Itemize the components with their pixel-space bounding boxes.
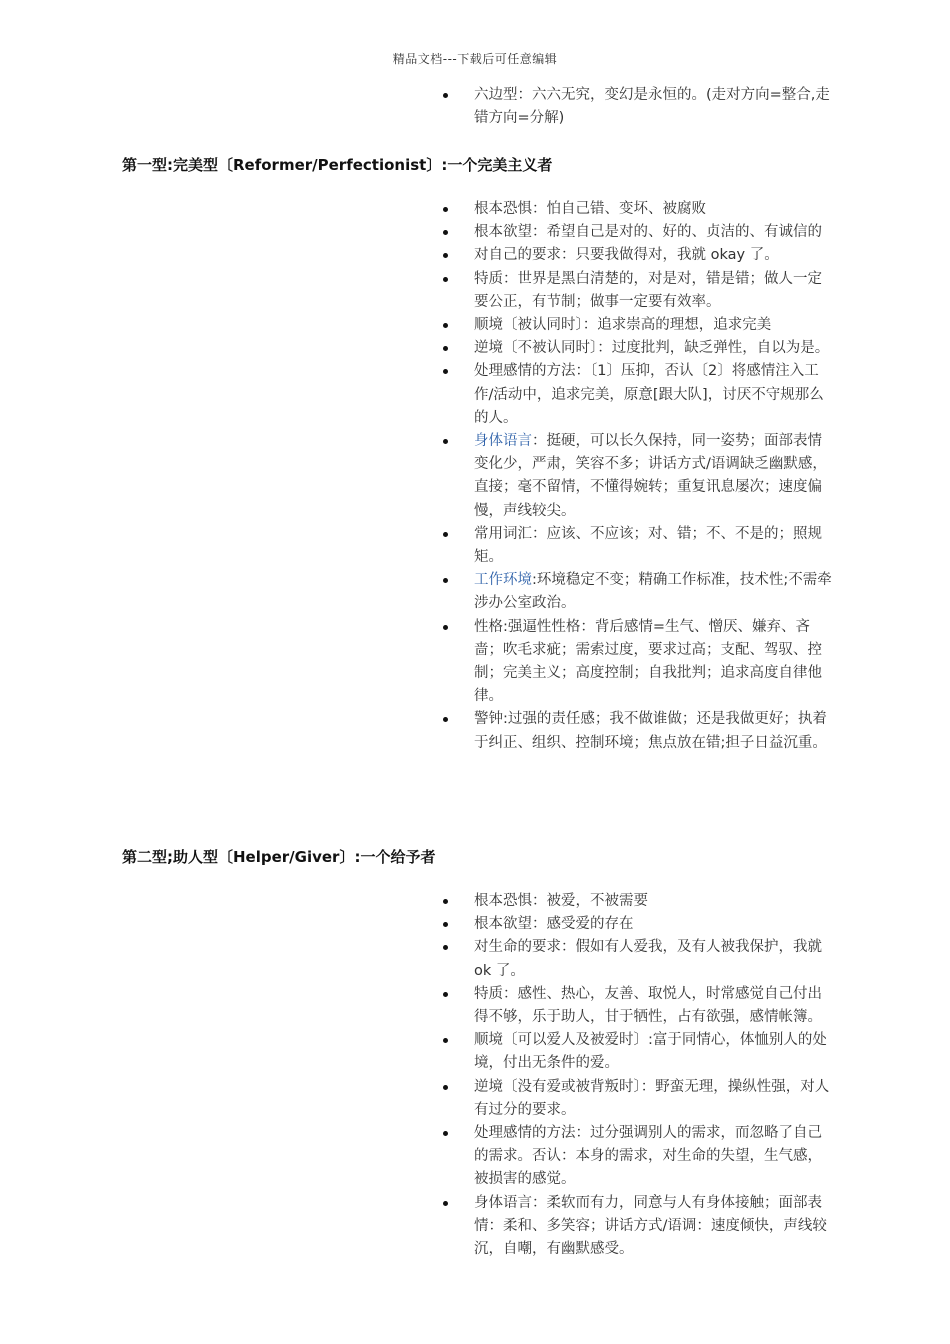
section-heading-type-1: 第一型:完美型〔Reformer/Perfectionist〕:一个完美主义者: [122, 156, 553, 174]
list-item-text: 特质：感性、热心，友善、取悦人，时常感觉自己付出得不够，乐于助人，甘于牺性，占有欲强，感情帐簿。: [474, 985, 822, 1026]
bullet-icon: [443, 1038, 448, 1043]
type-1-list: [443, 198, 835, 755]
list-item: [443, 890, 835, 913]
list-item: [443, 936, 835, 982]
list-item: [443, 708, 835, 754]
bullet-icon: [443, 532, 448, 537]
list-item-text: 特质：世界是黑白清楚的，对是对，错是错；做人一定要公正，有节制；做事一定要有效率。: [474, 270, 822, 310]
bullet-icon: [443, 369, 448, 374]
list-item: [443, 337, 835, 360]
work-environment-link[interactable]: 工作环境: [474, 572, 532, 589]
list-item: [443, 314, 835, 337]
list-item-text: 对自己的要求：只要我做得对，我就 okay 了。: [474, 247, 779, 264]
list-item: [443, 244, 835, 267]
bullet-icon: [443, 253, 448, 258]
list-item-text: 常用词汇：应该、不应该；对、错；不、不是的；照规矩。: [474, 525, 822, 566]
list-item-text: 顺境〔可以爱人及被爱时〕:富于同情心，体恤别人的处境，付出无条件的爱。: [474, 1032, 827, 1072]
body-language-link[interactable]: 身体语言: [474, 433, 532, 450]
list-item: [443, 569, 835, 615]
list-item: [443, 523, 835, 569]
list-item: [443, 983, 835, 1029]
list-item-text: 性格:强逼性性格：背后感情=生气、憎厌、嫌弃、吝啬；吹毛求疵；需索过度，要求过高；支配、驾驭、控制；完美主义；高度控制；自我批判；追求高度自律他律。: [474, 618, 822, 705]
bullet-icon: [443, 992, 448, 997]
bullet-icon: [443, 1131, 448, 1136]
list-item: [443, 1076, 835, 1122]
list-item-text: 警钟:过强的责任感；我不做谁做；还是我做更好；执着于纠正、组织、控制环境；焦点放在错;担子日益沉重。: [474, 711, 827, 751]
bullet-icon: [443, 899, 448, 904]
bullet-icon: [443, 207, 448, 212]
bullet-icon: [443, 439, 448, 444]
bullet-icon: [443, 945, 448, 950]
list-item-text: 根本恐惧：怕自己错、变坏、被腐败: [474, 201, 706, 217]
page-header: 精品文档---下载后可任意编辑: [392, 52, 558, 66]
list-item-text: 逆境〔没有爱或被背叛时〕：野蛮无理，操纵性强，对人有过分的要求。: [474, 1078, 830, 1118]
list-item: [443, 430, 835, 523]
list-item: [443, 198, 835, 221]
list-item: [443, 221, 835, 244]
list-item: [443, 360, 835, 430]
list-item-text: 顺境〔被认同时〕：追求崇高的理想，追求完美: [474, 317, 772, 334]
list-item: [443, 1029, 835, 1075]
bullet-icon: [443, 717, 448, 722]
type-2-list: [443, 890, 835, 1261]
bullet-icon: [443, 277, 448, 282]
bullet-icon: [443, 230, 448, 235]
list-item-text: 身体语言：柔软而有力，同意与人有身体接触；面部表情：柔和、多笑容；讲话方式/语调：速度倾快，声线较沉，自嘲，有幽默感受。: [474, 1194, 827, 1258]
list-item-text: ：挺硬，可以长久保持，同一姿势；面部表情变化少，严肃，笑容不多；讲话方式/语调缺乏幽默感，直接；毫不留情，不懂得婉转；重复讯息屡次；速度偏慢，声线较尖。: [474, 433, 827, 519]
list-item-text: 对生命的要求：假如有人爱我，及有人被我保护，我就 ok 了。: [474, 939, 822, 979]
list-item-text: 处理感情的方法：过分强调别人的需求，而忽略了自己的需求。否认：本身的需求，对生命的失望，生气感，被损害的感觉。: [474, 1125, 822, 1188]
bullet-icon: [443, 625, 448, 630]
bullet-icon: [443, 346, 448, 351]
list-item-text: 六边型：六六无究，变幻是永恒的。(走对方向=整合,走错方向=分解): [474, 87, 830, 127]
list-item: [443, 616, 835, 709]
list-item-text: 根本欲望：感受爱的存在: [474, 916, 634, 933]
list-item-text: :环境稳定不变；精确工作标准，技术性;不需牵涉办公室政治。: [474, 572, 832, 612]
list-item: [443, 1122, 835, 1192]
bullet-icon: [443, 1085, 448, 1090]
intro-list: [443, 84, 835, 130]
bullet-icon: [443, 1201, 448, 1206]
list-item: [443, 268, 835, 314]
list-item-text: 根本恐惧：被爱，不被需要: [474, 893, 648, 909]
list-item: [443, 84, 835, 130]
bullet-icon: [443, 922, 448, 927]
list-item: [443, 913, 835, 936]
list-item-text: 逆境〔不被认同时〕：过度批判，缺乏弹性，自以为是。: [474, 340, 830, 357]
list-item: [443, 1192, 835, 1262]
list-item-text: 处理感情的方法：〔1〕压抑，否认〔2〕将感情注入工作/活动中，追求完美，原意[跟大队]，讨厌不守规那么的人。: [474, 363, 824, 426]
list-item-text: 根本欲望：希望自己是对的、好的、贞洁的、有诚信的: [474, 224, 822, 241]
section-heading-type-2: 第二型;助人型〔Helper/Giver〕:一个给予者: [122, 848, 436, 866]
bullet-icon: [443, 93, 448, 98]
bullet-icon: [443, 578, 448, 583]
bullet-icon: [443, 323, 448, 328]
